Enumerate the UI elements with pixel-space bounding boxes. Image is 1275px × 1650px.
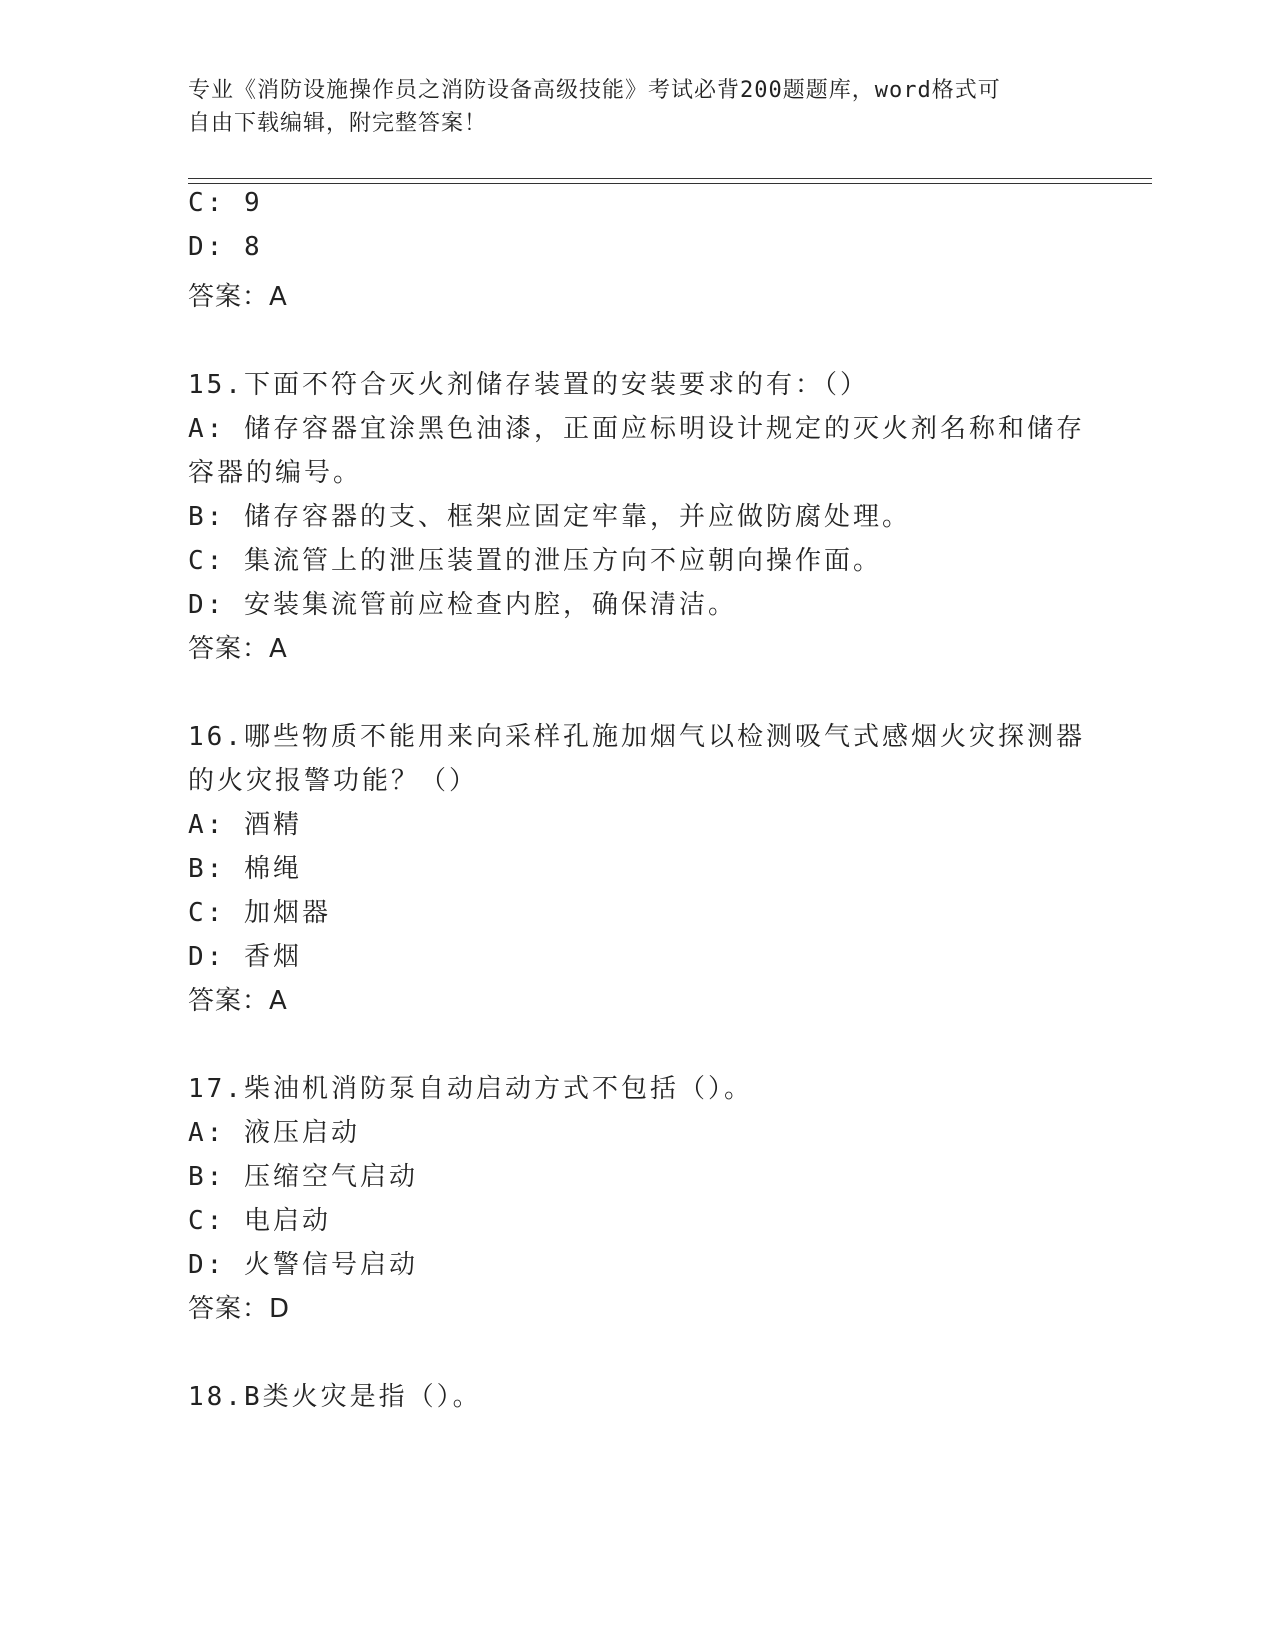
q17-answer: 答案：D	[188, 1294, 291, 1324]
header-divider-top	[188, 178, 1152, 179]
prev-option-d: D: 8	[188, 232, 263, 262]
q15-option-d: D: 安装集流管前应检查内腔，确保清洁。	[188, 590, 737, 620]
q16-option-a: A: 酒精	[188, 810, 302, 840]
q17-option-c: C: 电启动	[188, 1206, 331, 1236]
q17-option-a: A: 液压启动	[188, 1118, 360, 1148]
q16-option-b: B: 棉绳	[188, 854, 302, 884]
q16-option-c: C: 加烟器	[188, 898, 331, 928]
q16-stem: 16.哪些物质不能用来向采样孔施加烟气以检测吸气式感烟火灾探测器	[188, 722, 1085, 752]
q18-stem: 18.B类火灾是指（）。	[188, 1382, 482, 1412]
q15-option-b: B: 储存容器的支、框架应固定牢靠，并应做防腐处理。	[188, 502, 911, 532]
q17-option-b: B: 压缩空气启动	[188, 1162, 418, 1192]
header-title-line-1: 专业《消防设施操作员之消防设备高级技能》考试必背200题题库，word格式可	[188, 78, 1001, 103]
prev-option-c: C: 9	[188, 188, 263, 218]
prev-answer: 答案：A	[188, 282, 288, 312]
q15-option-c: C: 集流管上的泄压装置的泄压方向不应朝向操作面。	[188, 546, 882, 576]
q15-option-a: A: 储存容器宜涂黑色油漆，正面应标明设计规定的灭火剂名称和储存	[188, 414, 1085, 444]
q17-option-d: D: 火警信号启动	[188, 1250, 418, 1280]
q15-answer: 答案：A	[188, 634, 288, 664]
q15-stem: 15.下面不符合灭火剂储存装置的安装要求的有：（）	[188, 370, 869, 400]
header-divider-bottom	[188, 183, 1152, 184]
q16-stem-continued: 的火灾报警功能？（）	[188, 766, 479, 796]
q15-option-a-continued: 容器的编号。	[188, 458, 363, 488]
q17-stem: 17.柴油机消防泵自动启动方式不包括（）。	[188, 1074, 753, 1104]
q16-answer: 答案：A	[188, 986, 288, 1016]
q16-option-d: D: 香烟	[188, 942, 302, 972]
header-title-line-2: 自由下载编辑，附完整答案！	[188, 111, 488, 136]
document-header	[188, 74, 1068, 140]
